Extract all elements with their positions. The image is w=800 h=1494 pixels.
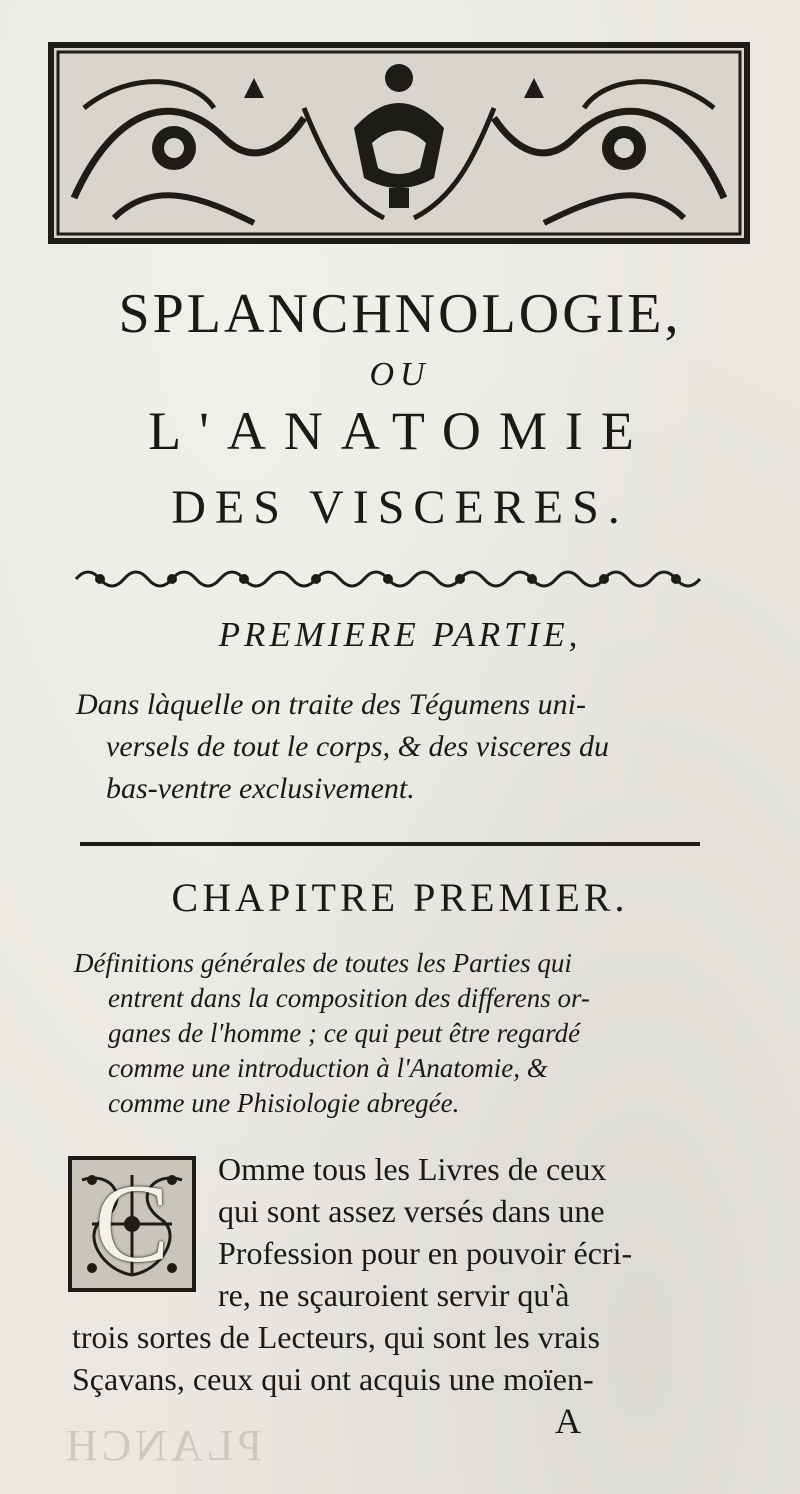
body-text <box>72 1148 716 1400</box>
title-line-3: DES VISCERES. <box>171 481 629 534</box>
body-line: trois sortes de Lecteurs, qui sont les vrais <box>72 1319 600 1355</box>
chapter-summary-line: comme une Phisiologie abregée. <box>108 1088 460 1118</box>
body-line: Sçavans, ceux qui ont acquis une moïen- <box>72 1361 594 1397</box>
fleuron-band-icon <box>70 561 722 597</box>
body-line: qui sont assez versés dans une <box>218 1193 605 1229</box>
chapter-summary <box>74 946 726 1121</box>
dropcap-letter: C <box>94 1161 170 1286</box>
part-description-line: Dans làquelle on traite des Tégumens uni- <box>76 688 586 721</box>
horizontal-rule <box>80 842 700 846</box>
title-connector: OU <box>369 356 431 393</box>
part-description-line: bas-ventre exclusivement. <box>106 772 415 805</box>
chapter-summary-line: comme une introduction à l'Anatomie, & <box>108 1053 548 1083</box>
bleed-through-text: PLANCH <box>62 1421 263 1470</box>
ornamental-urn-headpiece-icon <box>48 42 750 244</box>
part-heading: PREMIERE PARTIE, <box>218 615 582 654</box>
part-description-line: versels de tout le corps, & des visceres du <box>106 730 609 763</box>
chapter-summary-line: Définitions générales de toutes les Parties qui <box>74 948 572 978</box>
chapter-title: CHAPITRE PREMIER. <box>171 875 629 920</box>
signature-mark: A <box>555 1401 581 1441</box>
body-line: Profession pour en pouvoir écri- <box>218 1235 633 1271</box>
body-line: Omme tous les Livres de ceux <box>218 1151 607 1187</box>
chapter-summary-line: entrent dans la composition des differens or- <box>108 983 590 1013</box>
chapter-summary-line: ganes de l'homme ; ce qui peut être regardé <box>108 1018 581 1048</box>
title-main: SPLANCHNOLOGIE, <box>118 283 682 345</box>
title-line-2: L'ANATOMIE <box>148 401 652 461</box>
part-description <box>76 684 726 810</box>
body-line: re, ne sçauroient servir qu'à <box>218 1277 570 1313</box>
